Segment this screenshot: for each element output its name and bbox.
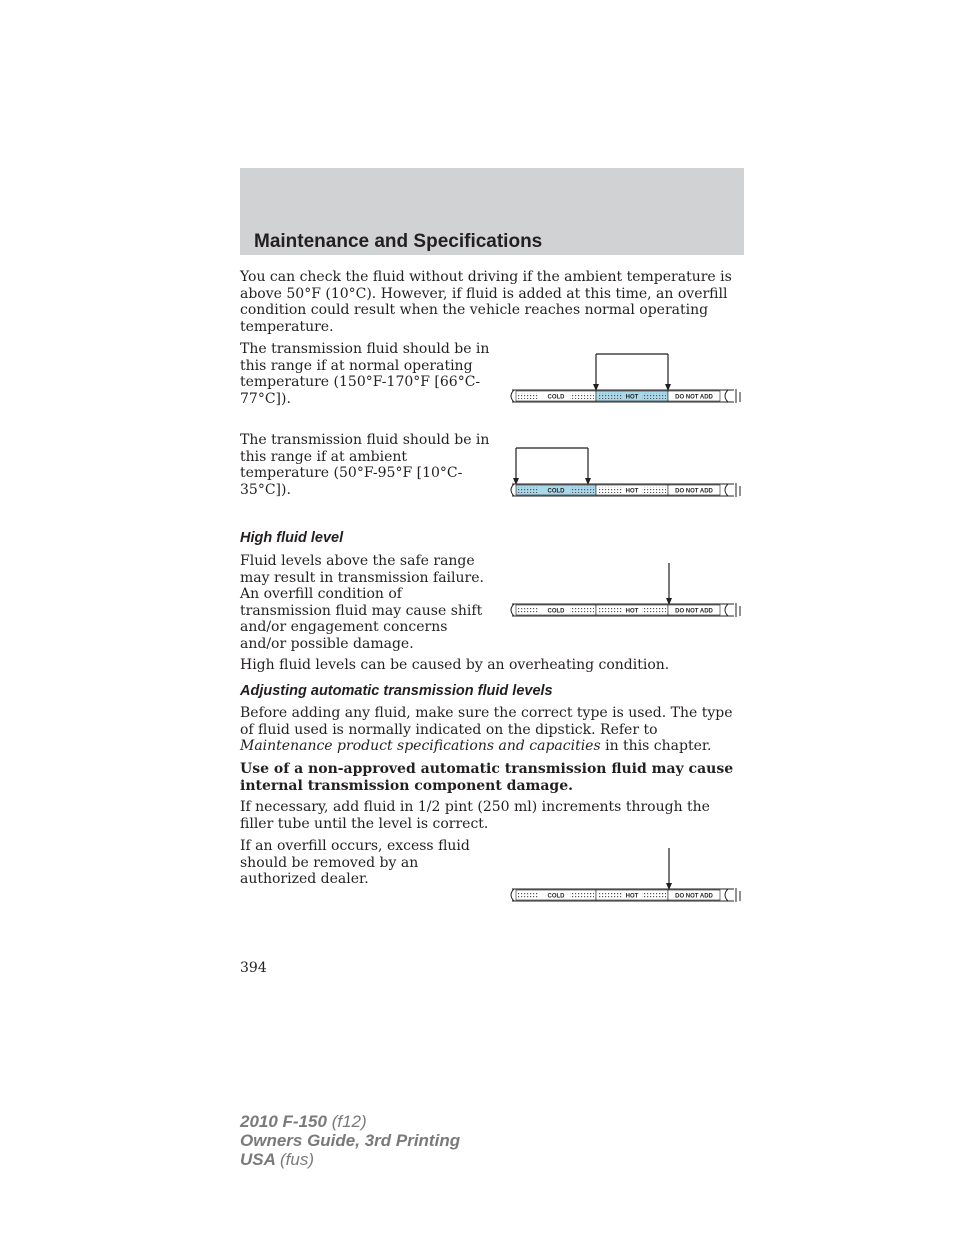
hot-label: HOT xyxy=(625,608,639,615)
dipstick-handle xyxy=(725,389,740,403)
dipstick-handle xyxy=(725,603,740,617)
section-header-band xyxy=(240,168,744,255)
footer-model: 2010 F-150 xyxy=(240,1112,327,1131)
footer-region: USA xyxy=(240,1150,276,1169)
adjusting-paragraph xyxy=(240,705,744,755)
cold-label: COLD xyxy=(547,488,565,495)
hot-hatch xyxy=(598,393,622,399)
cold-hatch xyxy=(570,892,594,898)
dipstick-handle xyxy=(725,888,740,902)
dipstick-svg xyxy=(506,444,744,504)
cold-hatch xyxy=(570,393,594,399)
dipstick-diagram-overfill xyxy=(506,560,744,624)
dipstick-svg xyxy=(506,845,744,909)
footer-region-line xyxy=(240,1150,460,1169)
hot-hatch xyxy=(642,607,666,613)
do-not-add-label: DO NOT ADD xyxy=(675,394,713,401)
normal-range-paragraph: The transmission fluid should be in this range if at normal operating temperature (150°F-170°F [66°C-77°C]). xyxy=(240,341,490,407)
document-footer xyxy=(240,1112,460,1169)
dipstick-diagram-hot-range xyxy=(506,350,744,410)
cold-hatch xyxy=(518,393,538,399)
warning-paragraph: Use of a non-approved automatic transmission fluid may cause internal transmission component damage. xyxy=(240,761,734,794)
do-not-add-label: DO NOT ADD xyxy=(675,893,713,900)
footer-model-code: (f12) xyxy=(331,1112,367,1131)
adjusting-heading: Adjusting automatic transmission fluid levels xyxy=(240,683,553,699)
dipstick-diagram-overfill-2 xyxy=(506,845,744,909)
adjusting-text-end: in this chapter. xyxy=(600,738,712,754)
cold-label: COLD xyxy=(547,394,565,401)
cold-hatch xyxy=(570,607,594,613)
cross-reference: Maintenance product specifications and capacities xyxy=(240,738,601,754)
footer-model-line xyxy=(240,1112,460,1131)
do-not-add-label: DO NOT ADD xyxy=(675,488,713,495)
footer-guide: Owners Guide, 3rd Printing xyxy=(240,1131,461,1150)
cold-hatch xyxy=(518,607,538,613)
hot-hatch xyxy=(642,892,666,898)
cold-hatch xyxy=(518,487,538,493)
hot-label: HOT xyxy=(625,893,639,900)
high-fluid-cause: High fluid levels can be caused by an overheating condition. xyxy=(240,657,670,673)
dipstick-tip xyxy=(511,390,514,402)
dipstick-tip xyxy=(511,604,514,616)
overfill-paragraph: If an overfill occurs, excess fluid should be removed by an authorized dealer. xyxy=(240,838,470,887)
dipstick-tip xyxy=(511,889,514,901)
cold-label: COLD xyxy=(547,608,565,615)
dipstick-svg xyxy=(506,560,744,624)
dipstick-handle xyxy=(725,483,740,497)
adjusting-text: Before adding any fluid, make sure the correct type is used. The type of fluid used is normally indicated on the dipstick. Refer to xyxy=(240,705,733,738)
cold-label: COLD xyxy=(547,893,565,900)
cold-hatch xyxy=(518,892,538,898)
cold-hatch xyxy=(570,487,594,493)
hot-hatch xyxy=(642,393,666,399)
section-title: Maintenance and Specifications xyxy=(254,231,543,252)
hot-hatch xyxy=(598,487,622,493)
high-fluid-heading: High fluid level xyxy=(240,530,344,546)
hot-hatch xyxy=(598,607,622,613)
dipstick-svg xyxy=(506,350,744,410)
high-fluid-paragraph: Fluid levels above the safe range may result in transmission failure. An overfill condition of transmission fluid may cause shift and/or engagement concerns and/or possible damage. xyxy=(240,553,484,652)
intro-paragraph: You can check the fluid without driving if the ambient temperature is above 50°F (10°C). However, if fluid is added at this time, an overfill condition could result when the vehicle reaches normal operating temperature. xyxy=(240,269,732,335)
dipstick-diagram-cold-range xyxy=(506,444,744,504)
add-fluid-paragraph: If necessary, add fluid in 1/2 pint (250 ml) increments through the filler tube until the level is correct. xyxy=(240,799,710,832)
footer-region-code: (fus) xyxy=(280,1150,314,1169)
hot-label: HOT xyxy=(625,488,639,495)
dipstick-tip xyxy=(511,484,514,496)
hot-hatch xyxy=(598,892,622,898)
do-not-add-label: DO NOT ADD xyxy=(675,608,713,615)
hot-hatch xyxy=(642,487,666,493)
ambient-range-paragraph: The transmission fluid should be in this range if at ambient temperature (50°F-95°F [10°C-35°C]). xyxy=(240,432,490,498)
hot-label: HOT xyxy=(625,394,639,401)
page-number: 394 xyxy=(240,960,267,976)
